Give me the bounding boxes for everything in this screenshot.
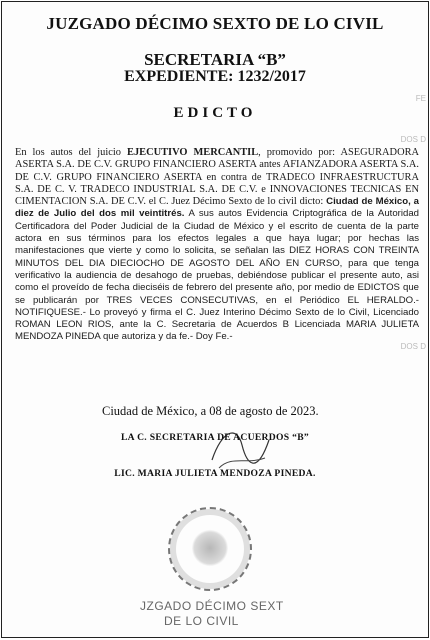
document-title: EDICTO [173,105,257,121]
seal-text [140,599,284,629]
trial-type: EJECUTIVO MERCANTIL [127,147,259,158]
edict-body [15,147,419,344]
court-name: JUZGADO DÉCIMO SEXTO DE LO CIVIL [46,14,384,33]
body-intro: En los autos del juicio [15,147,121,158]
bleed-through-mark: DOS D [400,342,426,351]
bleed-through-mark: FE [415,94,426,103]
court-seal-icon [168,507,252,591]
document-page [1,1,429,638]
bleed-through-mark: DOS D [400,135,426,144]
secretary-title: LA C. SECRETARIA DE ACUERDOS “B” [120,432,309,443]
issue-date: Ciudad de México, a 08 de agosto de 2023. [102,404,319,418]
seal-text-line: JZGADO DÉCIMO SEXT [140,599,284,613]
resolution-date: Ciudad de México, a diez de Julio del dos mil veintitrés. [15,196,419,220]
body-parties: , promovido por: ASEGURADORA ASERTA S.A. DE C.V. GRUPO FINANCIERO ASERTA antes AFIANZADORA ASERTA S.A. DE C.V. GRUPO FINANCIERO ASERTA en contra de TRADECO INFRAESTRUCTURA S.A. DE C. V. TRADECO INDUSTRIAL S.A. DE C.V. e INNOVACIONES TECNICAS EN CIMENTACION S.A. DE C.V. el C. Juez Décimo Sexto de lo civil dicto: [15,147,420,208]
resolution-text: A sus autos Evidencia Criptográfica de la Autoridad Certificadora del Poder Judicial de la Ciudad de México y el escrito de cuenta de la parte actora en sus términos para los efectos legales a que haya lugar; por hechas las manifestaciones que vierte y como lo solicita, se señalan las DIEZ HORAS CON TREINTA MINUTOS DEL DIA DIECIOCHO DE AGOSTO DEL AÑO EN CURSO, para que tenga verificativo la audiencia de desahogo de pruebas, debiéndose publicar el presente auto, asi como el proveído de fecha dieciséis de febrero del presente año, por medio de EDICTOS que se publicarán por TRES VECES CONSECUTIVAS, en el Periódico EL HERALDO.- NOTIFIQUESE.- Lo proveyó y firma el C. Juez Interino Décimo Sexto de lo Civil, Licenciado ROMAN LEON RIOS, ante la C. Secretaria de Acuerdos B Licenciada MARIA JULIETA MENDOZA PINEDA que autoriza y da fe.- Doy Fe.- [15,208,420,343]
signer-name: LIC. MARIA JULIETA MENDOZA PINEDA. [114,468,316,479]
expediente-number: EXPEDIENTE: 1232/2017 [124,68,306,85]
secretaria-heading: SECRETARIA “B” [144,50,286,69]
seal-text-line: DE LO CIVIL [164,614,239,628]
